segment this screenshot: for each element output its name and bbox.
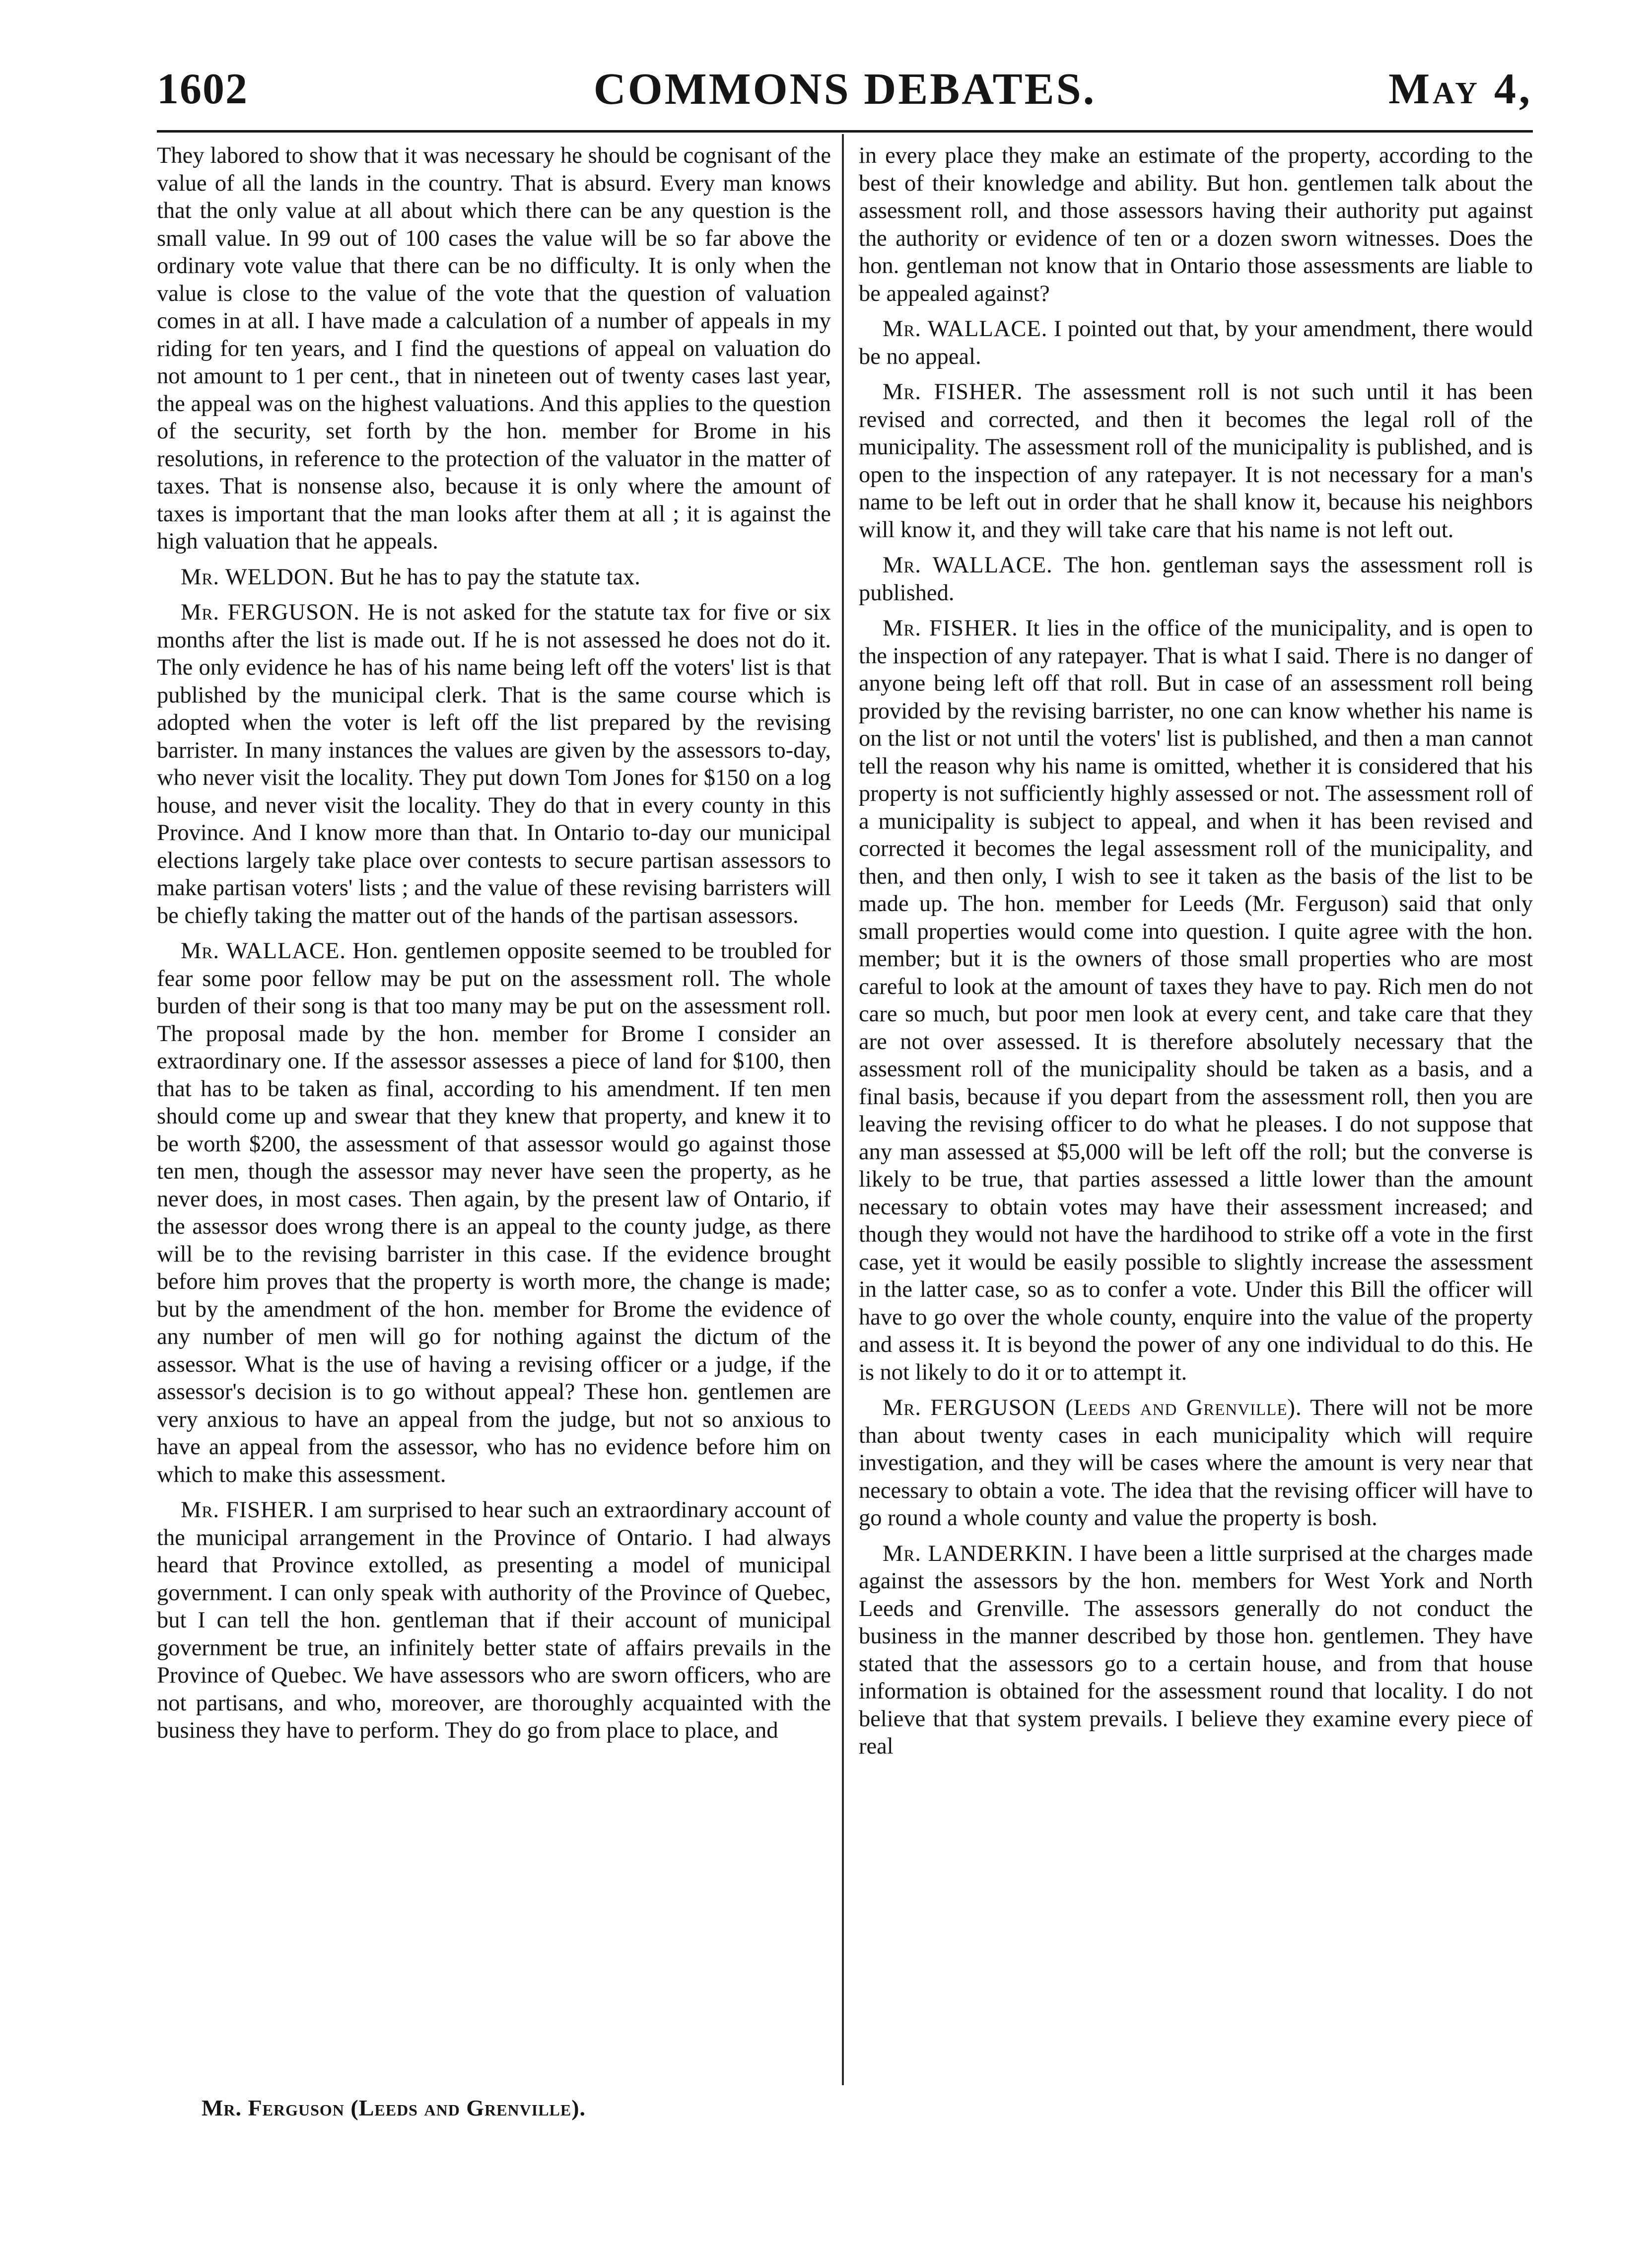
speaker-name: Mr. WALLACE. (883, 553, 1053, 578)
speech-paragraph (859, 1394, 1533, 1532)
speaker-name: Mr. WALLACE. (181, 938, 346, 964)
speaker-name: Mr. WELDON. (181, 564, 335, 590)
paragraph-text: They labored to show that it was necessary he should be cognisant of the value of all the lands in the country. That is absurd. Every man knows that the only value at all about which there can be any question is the small value. In 99 out of 100 cases the value will be so far above the ordinary vote value that there can be no difficulty. It is only when the value is close to the value of the vote that the question of valuation comes in at all. I have made a calculation of a number of appeals in my riding for ten years, and I find the questions of appeal on valuation do not amount to 1 per cent., that in nineteen out of twenty cases last year, the appeal was on the highest valuations. And this applies to the question of the security, set forth by the hon. member for Brome in his resolutions, in reference to the protection of the valuator in the matter of taxes. That is nonsense also, because it is only where the amount of taxes is important that the man looks after them at all ; it is against the high valuation that he appeals. (157, 143, 831, 554)
paragraph (859, 142, 1533, 307)
speech-text: I pointed out that, by your amendment, there would be no appeal. (859, 316, 1533, 369)
speaker-name: Mr. LANDERKIN. (883, 1541, 1074, 1566)
speaker-name: Mr. FISHER. (181, 1497, 315, 1523)
speech-text: I have been a little surprised at the charges made against the assessors by the hon. members for West York and North Leeds and Grenville. The assessors generally do not conduct the business in the manner described by those hon. gentlemen. They have stated that the assessors go to a certain house, and from that house information is obtained for the assessment round that locality. I do not believe that that system prevails. I believe they examine every piece of real (859, 1541, 1533, 1759)
speaker-name: Mr. FISHER. (883, 379, 1023, 405)
paragraph-text: in every place they make an estimate of the property, according to the best of their knowledge and ability. But hon. gentlemen talk about the assessment roll, and those assessors having their authority put against the authority or evidence of ten or a dozen sworn witnesses. Does the hon. gentleman not know that in Ontario those assessments are liable to be appealed against? (859, 143, 1533, 306)
header-rule (157, 130, 1533, 133)
speech-text: The hon. gentleman says the assessment roll is published. (859, 553, 1533, 606)
speech-paragraph (157, 937, 831, 1488)
speech-paragraph (859, 378, 1533, 544)
speech-text: The assessment roll is not such until it has been revised and corrected, and then it becomes the legal roll of the municipality. The assessment roll of the municipality is published, and is open to the inspection of any ratepayer. It is not necessary for a man's name to be left out in order that he shall know it, because his neighbors will know it, and they will take care that his name is not left out. (859, 379, 1533, 543)
speaker-name: Mr. WALLACE. (883, 316, 1048, 342)
speech-paragraph (157, 599, 831, 929)
page-number: 1602 (157, 65, 248, 113)
speech-paragraph (859, 552, 1533, 607)
speaker-name: Mr. FERGUSON. (181, 600, 360, 625)
right-column (859, 142, 1533, 1768)
paragraph (157, 142, 831, 556)
speech-text: He is not asked for the statute tax for five or six months after the list is made out. If he is not assessed he does not do it. The only evidence he has of his name being left off the voters' list is that published by the municipal clerk. That is the same course which is adopted when the voter is left off the list prepared by the revising barrister. In many instances the values are given by the assessors to-day, who never visit the locality. They put down Tom Jones for $150 on a log house, and never visit the locality. They do that in every county in this Province. And I know more than that. In Ontario to-day our municipal elections largely take place over contests to secure partisan assessors to make partisan voters' lists ; and the value of these revising barristers will be chiefly taking the matter out of the hands of the partisan assessors. (157, 600, 831, 928)
speech-text: I am surprised to hear such an extraordinary account of the municipal arrangement in the Province of Ontario. I had always heard that Province extolled, as presenting a model of municipal government. I can only speak with authority of the Province of Quebec, but I can tell the hon. gentleman that if their account of municipal government be true, an infinitely better state of affairs prevails in the Province of Quebec. We have assessors who are sworn officers, who are not partisans, and who, moreover, are thoroughly acquainted with the business they have to perform. They do go from place to place, and (157, 1497, 831, 1743)
speech-text: But he has to pay the statute tax. (340, 564, 640, 590)
left-column (157, 142, 831, 1753)
speech-paragraph (157, 1496, 831, 1745)
speaker-name: Mr. FERGUSON (Leeds and Grenville). (883, 1395, 1302, 1420)
catchline: Mr. Ferguson (Leeds and Grenville). (202, 2095, 586, 2120)
speech-paragraph (859, 1540, 1533, 1761)
publication-title: COMMONS DEBATES. (593, 65, 1097, 114)
speech-text: There will not be more than about twenty cases in each municipality which will require investigation, and they will be cases where the amount is very near that necessary to obtain a vote. The idea that the revising officer will have to go round a whole county and value the property is bosh. (859, 1395, 1533, 1531)
speaker-name: Mr. FISHER. (883, 616, 1018, 641)
speech-text: Hon. gentlemen opposite seemed to be troubled for fear some poor fellow may be put on the assessment roll. The whole burden of their song is that too many may be put on the assessment roll. The proposal made by the hon. member for Brome I consider an extraordinary one. If the assessor assesses a piece of land for $100, then that has to be taken as final, according to his amendment. If ten men should come up and swear that they knew that property, and knew it to be worth $200, the assessment of that assessor would go against those ten men, though the assessor may never have seen the property, as he never does, in most cases. Then again, by the present law of Ontario, if the assessor does wrong there is an appeal to the county judge, as there will be to the revising barrister in this case. If the evidence brought before him proves that the property is worth more, the change is made; but by the amendment of the hon. member for Brome the evidence of any number of men will go for nothing against the dictum of the assessor. What is the use of having a revising officer or a judge, if the assessor's decision is to go without appeal? These hon. gentlemen are very anxious to have an appeal from the judge, but not so anxious to have an appeal from the assessor, who has no evidence before him on which to make this assessment. (157, 938, 831, 1487)
page-header (157, 65, 1533, 124)
speech-paragraph (157, 564, 831, 591)
column-divider (842, 134, 844, 2085)
speech-paragraph (859, 615, 1533, 1386)
speech-text: It lies in the office of the municipality, and is open to the inspection of any ratepayer. That is what I said. There is no danger of anyone being left off that roll. But in case of an assessment roll being provided by the revising barrister, no one can know whether his name is on the list or not until the voters' list is published, and then a man cannot tell the reason why his name is omitted, whether it is considered that his property is not sufficiently highly assessed or not. The assessment roll of a municipality is subject to appeal, and when it has been revised and corrected it becomes the legal assessment roll of the municipality, and then, and then only, I wish to see it taken as the basis of the list to be made up. The hon. member for Leeds (Mr. Ferguson) said that only small properties would come into question. I quite agree with the hon. member; but it is the owners of those small properties who are most careful to look at the amount of taxes they have to pay. Rich men do not care so much, but poor men look at every cent, and take care that they are not over assessed. It is therefore absolutely necessary that the assessment roll of the municipality should be taken as a basis, and a final basis, because if you depart from the assessment roll, then you are leaving the revising officer to do what he pleases. I do not suppose that any man assessed at $5,000 will be left off the roll; but the converse is likely to be true, that parties assessed a little lower than the amount necessary to obtain votes may have their assessment increased; and though they would not have the hardihood to strike off a vote in the first case, yet it would be easily possible to slightly increase the assessment in the latter case, so as to confer a vote. Under this Bill the officer will have to go over the whole county, enquire into the value of the property and assess it. It is beyond the power of any one individual to do this. He is not likely to do it or to attempt it. (859, 616, 1533, 1385)
header-date: May 4, (1388, 65, 1533, 113)
speech-paragraph (859, 315, 1533, 370)
